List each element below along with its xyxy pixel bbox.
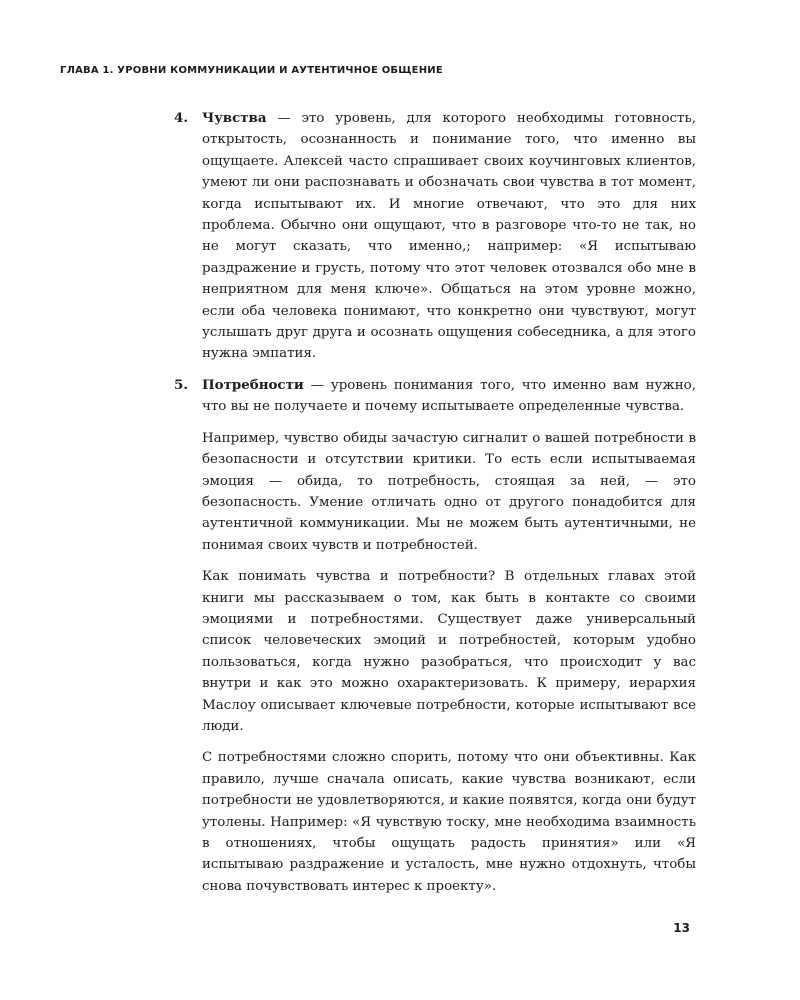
list-item-needs <box>174 375 696 897</box>
paragraph: Например, чувство обиды зачастую сигналит о вашей потребности в безопасности и отсутствии критики. То есть если испытываемая эмоция — обида, то потребность, стоящая за ней, — это безопасность. Умение отличать одно от другого понадобится для аутентичной коммуникации. Мы не можем быть аутентичными, не понимая своих чувств и потребностей. <box>202 430 696 553</box>
list-item-body <box>202 375 696 897</box>
page-content <box>174 108 696 897</box>
running-head: ГЛАВА 1. УРОВНИ КОММУНИКАЦИИ И АУТЕНТИЧНОЕ ОБЩЕНИЕ <box>60 65 443 76</box>
paragraph-text: — уровень понимания того, что именно вам нужно, что вы не получаете и почему испытываете определенные чувства. <box>202 377 696 415</box>
paragraph <box>202 108 696 365</box>
term-needs: Потребности <box>202 376 304 393</box>
list-item-feelings <box>174 108 696 365</box>
list-item-body <box>202 108 696 365</box>
paragraph: Как понимать чувства и потребности? В отдельных главах этой книги мы рассказываем о том, как быть в контакте со своими эмоциями и потребностями. Существует даже универсальный список человеческих эмоций и потребностей, которым удобно пользоваться, когда нужно разобраться, что происходит у вас внутри и как это можно охарактеризовать. К примеру, иерархия Маслоу описывает ключевые потребности, которые испытывают все люди. <box>202 569 696 734</box>
list-number: 4. <box>174 110 188 126</box>
page-number: 13 <box>673 921 690 935</box>
term-feelings: Чувства <box>202 110 267 126</box>
paragraph-text: — это уровень, для которого необходимы готовность, открытость, осознанность и понимание того, что именно вы ощущаете. Алексей часто спрашивает своих коучинговых клиентов, умеют ли они распознавать и обозначать свои чувства в тот момент, когда испытывают их. И многие отвечают, что это для них проблема. Обычно они ощущают, что в разговоре что-то не так, но не могут сказать, что именно,; например: «Я испытываю раздражение и грусть, потому что этот человек отозвался обо мне в неприятном для меня ключе». Общаться на этом уровне можно, если оба человека понимают, что конкретно они чувствуют, могут услышать друг друга и осознать ощущения собеседника, а для этого нужна эмпатия. <box>202 111 696 362</box>
list-number: 5. <box>174 376 188 393</box>
paragraph <box>202 375 696 418</box>
paragraph: С потребностями сложно спорить, потому что они объективны. Как правило, лучше сначала описать, какие чувства возникают, если потребности не удовлетворяются, и какие появятся, когда они будут утолены. Например: «Я чувствую тоску, мне необходима взаимность в отношениях, чтобы ощущать радость принятия» или «Я испытываю раздражение и усталость, мне нужно отдохнуть, чтобы снова почувствовать интерес к проекту». <box>202 750 696 894</box>
